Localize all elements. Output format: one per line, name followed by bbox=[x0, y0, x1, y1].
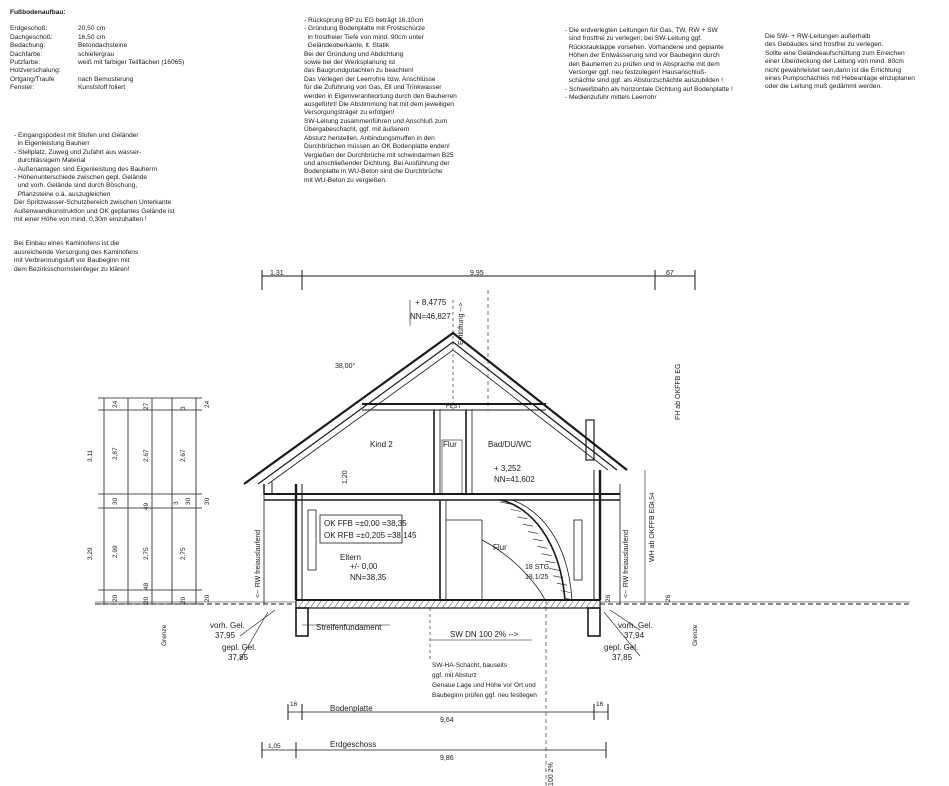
left-dim-in2-2: 2,67 bbox=[180, 449, 187, 462]
slab-hatch-line bbox=[382, 600, 388, 608]
note-line: schächte sind ggf. als Absturzschächte auszubilden ! bbox=[565, 77, 723, 85]
slab-hatch-line bbox=[484, 600, 490, 608]
note-line: einer Überdeckung der Leitung von mind. 80cm bbox=[765, 58, 904, 66]
top-dim-right: 67 bbox=[666, 270, 674, 277]
slab-hatch-line bbox=[526, 600, 532, 608]
eg-level: +/- 0,00 bbox=[350, 562, 378, 571]
roof-angle: 38,00° bbox=[335, 363, 356, 370]
note-line: des Gebäudes sind frostfrei zu verlegen. bbox=[765, 41, 884, 49]
slab-hatch-line bbox=[538, 600, 544, 608]
okffb-label: OK FFB =±0,00 =38,35 bbox=[324, 519, 407, 528]
note-line: Pflanzsteine o.ä. auszugleichen bbox=[14, 190, 111, 198]
left-dim-in2-3: 3 bbox=[173, 501, 180, 505]
slab-hatch-line bbox=[568, 600, 574, 608]
slab-hatch-line bbox=[430, 600, 436, 608]
note-line: Durchbrüchen müssen an OK Bodenplatte enden! bbox=[304, 143, 450, 151]
spec-key: Ortgang/Traufe bbox=[10, 75, 55, 83]
note-line: ausgeführt! Die Abstimmung hat mit dem jeweiligen bbox=[304, 101, 454, 109]
slab-hatch-line bbox=[508, 600, 514, 608]
spec-value: 16,50 cm bbox=[78, 33, 106, 41]
slab-hatch-line bbox=[334, 600, 340, 608]
stairs-ratio: 18,1/25 bbox=[525, 574, 549, 581]
spec-key: Bedachung: bbox=[10, 42, 46, 50]
left-dim-edge-2: 30 bbox=[204, 497, 211, 505]
spec-value: Kunststoff foliert bbox=[78, 84, 126, 92]
note-line: und anschließender Dichtung. Bei Ausführung der bbox=[304, 159, 450, 167]
left-dim-mid-5: 20 bbox=[112, 594, 119, 602]
sw-note-1: SW-HA-Schacht, bauseits bbox=[432, 662, 508, 669]
sw-note-4: Baubeginn prüfen ggf. neu festlegen bbox=[432, 692, 537, 699]
left-dim-in2-6: 20 bbox=[180, 596, 187, 604]
note-line: Der Spritzwasser-Schutzbereich zwischen Unterkante bbox=[14, 199, 172, 207]
slab-hatch-line bbox=[496, 600, 502, 608]
spec-key: Fenster: bbox=[10, 84, 35, 92]
slab-hatch-line bbox=[592, 600, 598, 608]
roof-outline bbox=[244, 333, 627, 484]
room-eltern: Eltern bbox=[340, 553, 361, 562]
left-dim-in1-2: 2,67 bbox=[143, 449, 150, 462]
spec-value: Betondachsteine bbox=[78, 42, 128, 50]
slab-hatch-line bbox=[454, 600, 460, 608]
slab-hatch-line bbox=[346, 600, 352, 608]
note-line: sowie bei der Werksplanung ist bbox=[304, 59, 396, 67]
room-flur-eg: Flur bbox=[493, 543, 507, 552]
slab-hatch-line bbox=[436, 600, 442, 608]
room-flur-og: Flur bbox=[443, 440, 457, 449]
sw-note-2: ggf. mit Absturz bbox=[432, 672, 477, 679]
slab-hatch-line bbox=[400, 600, 406, 608]
note-line: Außenwandkonstruktion und OK geplantes Gelände ist bbox=[14, 207, 175, 215]
note-line: Rückstauklappe vorsehen. Vorhandene und geplante bbox=[565, 43, 724, 51]
note-line: ausreichende Versorgung des Kaminofens bbox=[14, 248, 139, 256]
slab-hatch-line bbox=[478, 600, 484, 608]
spec-title: Fußbodenaufbau: bbox=[10, 9, 66, 16]
note-line: - Rücksprung BP zu EG beträgt 16,10cm bbox=[304, 17, 424, 24]
left-dim-in1-3: 49 bbox=[143, 502, 150, 510]
slab-hatch-line bbox=[448, 600, 454, 608]
slab-hatch-line bbox=[580, 600, 586, 608]
dg-nn: NN=41,602 bbox=[494, 475, 535, 484]
bodenplatte-label: Bodenplatte bbox=[330, 704, 373, 713]
left-dim-in2-1: 3 bbox=[180, 406, 187, 410]
vorh-left-label: vorh. Gel. bbox=[210, 621, 245, 630]
slab-hatch-line bbox=[358, 600, 364, 608]
stair-step bbox=[523, 524, 533, 526]
stair-step bbox=[561, 591, 571, 593]
stair-step bbox=[528, 532, 538, 534]
spec-key: Putzfarbe: bbox=[10, 59, 41, 67]
bodenplatte-dim-right: 16 bbox=[596, 701, 604, 708]
vent-label: Entlüftung --> bbox=[458, 302, 465, 345]
slab-hatch-line bbox=[574, 600, 580, 608]
slab-hatch-line bbox=[562, 600, 568, 608]
slab-hatch-line bbox=[298, 600, 304, 608]
spec-key: Dachgeschoß: bbox=[10, 33, 53, 41]
left-dim-in2-4: 30 bbox=[185, 497, 192, 505]
slab-hatch-line bbox=[418, 600, 424, 608]
okrfb-label: OK RFB =±0,205 =38,145 bbox=[324, 531, 417, 540]
note-line: - Gründung Bodenplatte mit Frostschürze bbox=[304, 25, 425, 33]
left-dim-edge-3: 20 bbox=[204, 594, 211, 602]
note-line: werden in Eigenverantwortung durch den Bauherren bbox=[304, 92, 457, 100]
note-line: Die SW- + RW-Leitungen außerhalb bbox=[765, 33, 871, 40]
fest-label: FEST bbox=[446, 404, 462, 410]
fh-label: FH ab OKFFB EG bbox=[675, 363, 682, 420]
spec-value: weiß mit farbiger Teilflächen (16065) bbox=[78, 59, 185, 67]
sill-dim: 1,20 bbox=[342, 470, 349, 484]
slab-hatch-line bbox=[370, 600, 376, 608]
slab-hatch-line bbox=[502, 600, 508, 608]
slab-hatch-line bbox=[556, 600, 562, 608]
grenze-left: Grenze bbox=[161, 624, 168, 646]
slab-hatch-line bbox=[394, 600, 400, 608]
left-dim-mid-3: 30 bbox=[112, 497, 119, 505]
stairs-count: 18 STG. bbox=[525, 564, 552, 571]
wh-val: 4,54 bbox=[649, 492, 656, 505]
slab-hatch-line bbox=[316, 600, 322, 608]
note-line: sind frostfrei zu verlegen; bei SW-Leitung ggf. bbox=[565, 35, 702, 43]
note-line: in frostfreier Tiefe von mind. 90cm unter bbox=[304, 33, 424, 41]
left-dim-in1-4: 2,75 bbox=[143, 547, 150, 560]
note-line: Höhen der Entwässerung sind vor Baubeginn durch bbox=[565, 52, 720, 60]
slab-hatch-line bbox=[388, 600, 394, 608]
spec-value: 20,50 cm bbox=[78, 25, 106, 33]
note-line: Versorger ggf. neu festzulegen! Hausanschluß- bbox=[565, 69, 707, 77]
stair-step bbox=[557, 583, 567, 585]
note-line: Vergießen der Durchbrüche mit schwindarmen B25 bbox=[304, 151, 454, 159]
eg-label: Erdgeschoss bbox=[330, 740, 377, 749]
gepl-left-label: gepl. Gel. bbox=[222, 643, 257, 652]
strip-foundation-right bbox=[588, 608, 600, 636]
spec-key: Dachfarbe: bbox=[10, 50, 43, 58]
eg-dim-center: 9,86 bbox=[440, 755, 454, 762]
note-line: das Baugrundgutachten zu beachten! bbox=[304, 67, 414, 75]
note-line: Geländeoberkante, lt. Statik bbox=[304, 42, 390, 50]
slab-hatch-line bbox=[328, 600, 334, 608]
note-line: für die Zuführung von Gas, Ell und Trinkwasser bbox=[304, 84, 442, 92]
slab-hatch-line bbox=[340, 600, 346, 608]
vorh-right-val: 37,94 bbox=[624, 631, 645, 640]
dg-level: + 3,252 bbox=[494, 464, 521, 473]
slab-hatch-line bbox=[472, 600, 478, 608]
note-line: Übergabeschacht, ggf. mit äußerem bbox=[304, 126, 410, 134]
note-line: Bei der Gründung und Abdichtung bbox=[304, 50, 404, 58]
note-line: - Außenanlagen sind Eigenleistung des Bauherrn bbox=[14, 165, 158, 173]
left-dim-outer-1: 3,11 bbox=[87, 449, 94, 462]
left-dim-mid-2: 2,87 bbox=[112, 447, 119, 460]
slab-hatch-line bbox=[466, 600, 472, 608]
slope-bottom: 100 2% bbox=[548, 762, 555, 786]
stair-step bbox=[541, 554, 551, 556]
note-line: - Eingangspodest mit Stufen und Geländer bbox=[14, 132, 139, 139]
slab-hatch-line bbox=[412, 600, 418, 608]
eg-dim-left: 1,05 bbox=[268, 743, 281, 750]
rw-right: <-- RW freiauslaufend bbox=[623, 529, 630, 598]
note-line: - Medienzufuhr mittels Leerrohr bbox=[565, 94, 657, 102]
note-line: und vorh. Gelände sind durch Böschung, bbox=[14, 182, 138, 190]
slab-hatch-line bbox=[376, 600, 382, 608]
note-line: SW-Leitung zusammenführen und Anschluß zum bbox=[304, 117, 448, 125]
note-line: Absturz herstellen. Anbindungsmuffen in den bbox=[304, 134, 435, 142]
vorh-left-val: 37,95 bbox=[215, 631, 236, 640]
right-small-2: 26 bbox=[665, 594, 672, 602]
eg-nn: NN=38,35 bbox=[350, 573, 387, 582]
left-dim-edge-1: 24 bbox=[204, 400, 211, 408]
slab-hatch-line bbox=[424, 600, 430, 608]
note-line: - Schweißbahn als horizontale Dichtung auf Bodenplatte ! bbox=[565, 85, 733, 93]
slab-hatch-line bbox=[322, 600, 328, 608]
slab-hatch-line bbox=[586, 600, 592, 608]
slab-hatch-line bbox=[352, 600, 358, 608]
stair-step bbox=[533, 539, 543, 541]
ridge-nn: NN=46,827 bbox=[410, 312, 451, 321]
wh-label: WH ab OKFFB EG bbox=[649, 503, 656, 562]
left-dim-in1-1: 27 bbox=[143, 402, 150, 410]
top-dim-center: 9,95 bbox=[470, 270, 484, 277]
room-bad: Bad/DU/WC bbox=[488, 440, 532, 449]
note-line: mit Verbrennungsluft vor Baubeginn mit bbox=[14, 257, 130, 265]
note-line: - Stellplatz, Zuweg und Zufahrt aus wasser- bbox=[14, 148, 142, 156]
note-line: Sollte eine Geländeaufschüttung zum Erreichen bbox=[765, 49, 905, 57]
spec-key: Erdgeschoß: bbox=[10, 25, 48, 33]
ridge-level: + 8,4775 bbox=[415, 298, 447, 307]
gepl-right-val: 37,85 bbox=[612, 653, 633, 662]
slab-hatch-line bbox=[520, 600, 526, 608]
left-dim-mid-4: 2,99 bbox=[112, 545, 119, 558]
rw-left: <-- RW freiauslaufend bbox=[255, 529, 262, 598]
room-kind2: Kind 2 bbox=[370, 440, 393, 449]
slab-hatch-line bbox=[544, 600, 550, 608]
bodenplatte-dim-center: 9,64 bbox=[440, 717, 454, 724]
left-dim-in1-6: 20 bbox=[143, 596, 150, 604]
grenze-right: Grenze bbox=[692, 624, 699, 646]
spec-value: schiefergrau bbox=[78, 50, 115, 58]
spec-value: nach Bemusterung bbox=[78, 75, 134, 83]
note-line: in Eigenleistung Bauherr bbox=[14, 140, 90, 148]
gepl-left-val: 37,85 bbox=[228, 653, 249, 662]
right-small-1: 26 bbox=[605, 594, 612, 602]
stair-step bbox=[537, 546, 547, 548]
note-line: dem Bezirksschornsteinfeger zu klären! bbox=[14, 265, 130, 273]
note-line: Versorgungsträger zu erfolgen! bbox=[304, 109, 395, 117]
note-line: nicht gewährleistet sein,dann ist die Errichtung bbox=[765, 66, 901, 74]
note-line: eines Pumpschachtes mit Hebeanlage einzuplanen bbox=[765, 75, 915, 83]
slab-hatch-line bbox=[490, 600, 496, 608]
slab-hatch-line bbox=[460, 600, 466, 608]
slab-hatch-line bbox=[514, 600, 520, 608]
streifen-label: Streifenfundament bbox=[316, 623, 382, 632]
slab-hatch-line bbox=[364, 600, 370, 608]
stair-step bbox=[517, 517, 527, 519]
top-dim-left: 1,31 bbox=[270, 270, 284, 277]
note-line: Bodenplatte in WU-Beton sind die Durchbrüche bbox=[304, 168, 443, 176]
slab-hatch-line bbox=[310, 600, 316, 608]
note-line: - Die erdverlegten Leitungen für Gas, TW, RW + SW bbox=[565, 27, 718, 34]
left-dim-in2-5: 2,75 bbox=[180, 547, 187, 560]
slab-hatch-line bbox=[532, 600, 538, 608]
vorh-right-label: vorh. Gel. bbox=[618, 621, 653, 630]
strip-foundation-left bbox=[296, 608, 308, 636]
slab-hatch-line bbox=[304, 600, 310, 608]
note-line: Bei Einbau eines Kaminofens ist die bbox=[14, 240, 120, 248]
stair-step bbox=[511, 509, 521, 511]
slab-hatch-line bbox=[406, 600, 412, 608]
slab-hatch-line bbox=[442, 600, 448, 608]
gepl-right-label: gepl. Gel. bbox=[604, 643, 639, 652]
sw-note-3: Genaue Lage und Höhe vor Ort und bbox=[432, 682, 536, 689]
note-line: den Bauherren zu prüfen und in Absprache mit dem bbox=[565, 60, 720, 68]
spec-key: Holzverschalung: bbox=[10, 67, 61, 75]
left-dim-in1-5: 48 bbox=[143, 582, 150, 590]
note-line: Das Verlegen der Leerrohre bzw. Anschlüsse bbox=[304, 75, 436, 83]
note-line: oder die Leitung muß gedämmt werden. bbox=[765, 83, 882, 91]
left-dim-mid-1: 24 bbox=[112, 400, 119, 408]
slab-hatch-line bbox=[550, 600, 556, 608]
note-line: - Höhenunterschiede zwischen gepl. Gelände bbox=[14, 174, 148, 182]
stair-step bbox=[546, 561, 556, 563]
note-line: mit einer Höhe von mind. 0,30m einzuhalten ! bbox=[14, 216, 147, 224]
left-dim-outer-2: 3,29 bbox=[87, 547, 94, 560]
note-line: mit WU-Beton zu vergießen. bbox=[304, 176, 387, 184]
sw-dn: SW DN 100 2% --> bbox=[450, 630, 519, 639]
bodenplatte-dim-left: 16 bbox=[290, 701, 298, 708]
note-line: durchlässigem Material bbox=[14, 157, 86, 165]
